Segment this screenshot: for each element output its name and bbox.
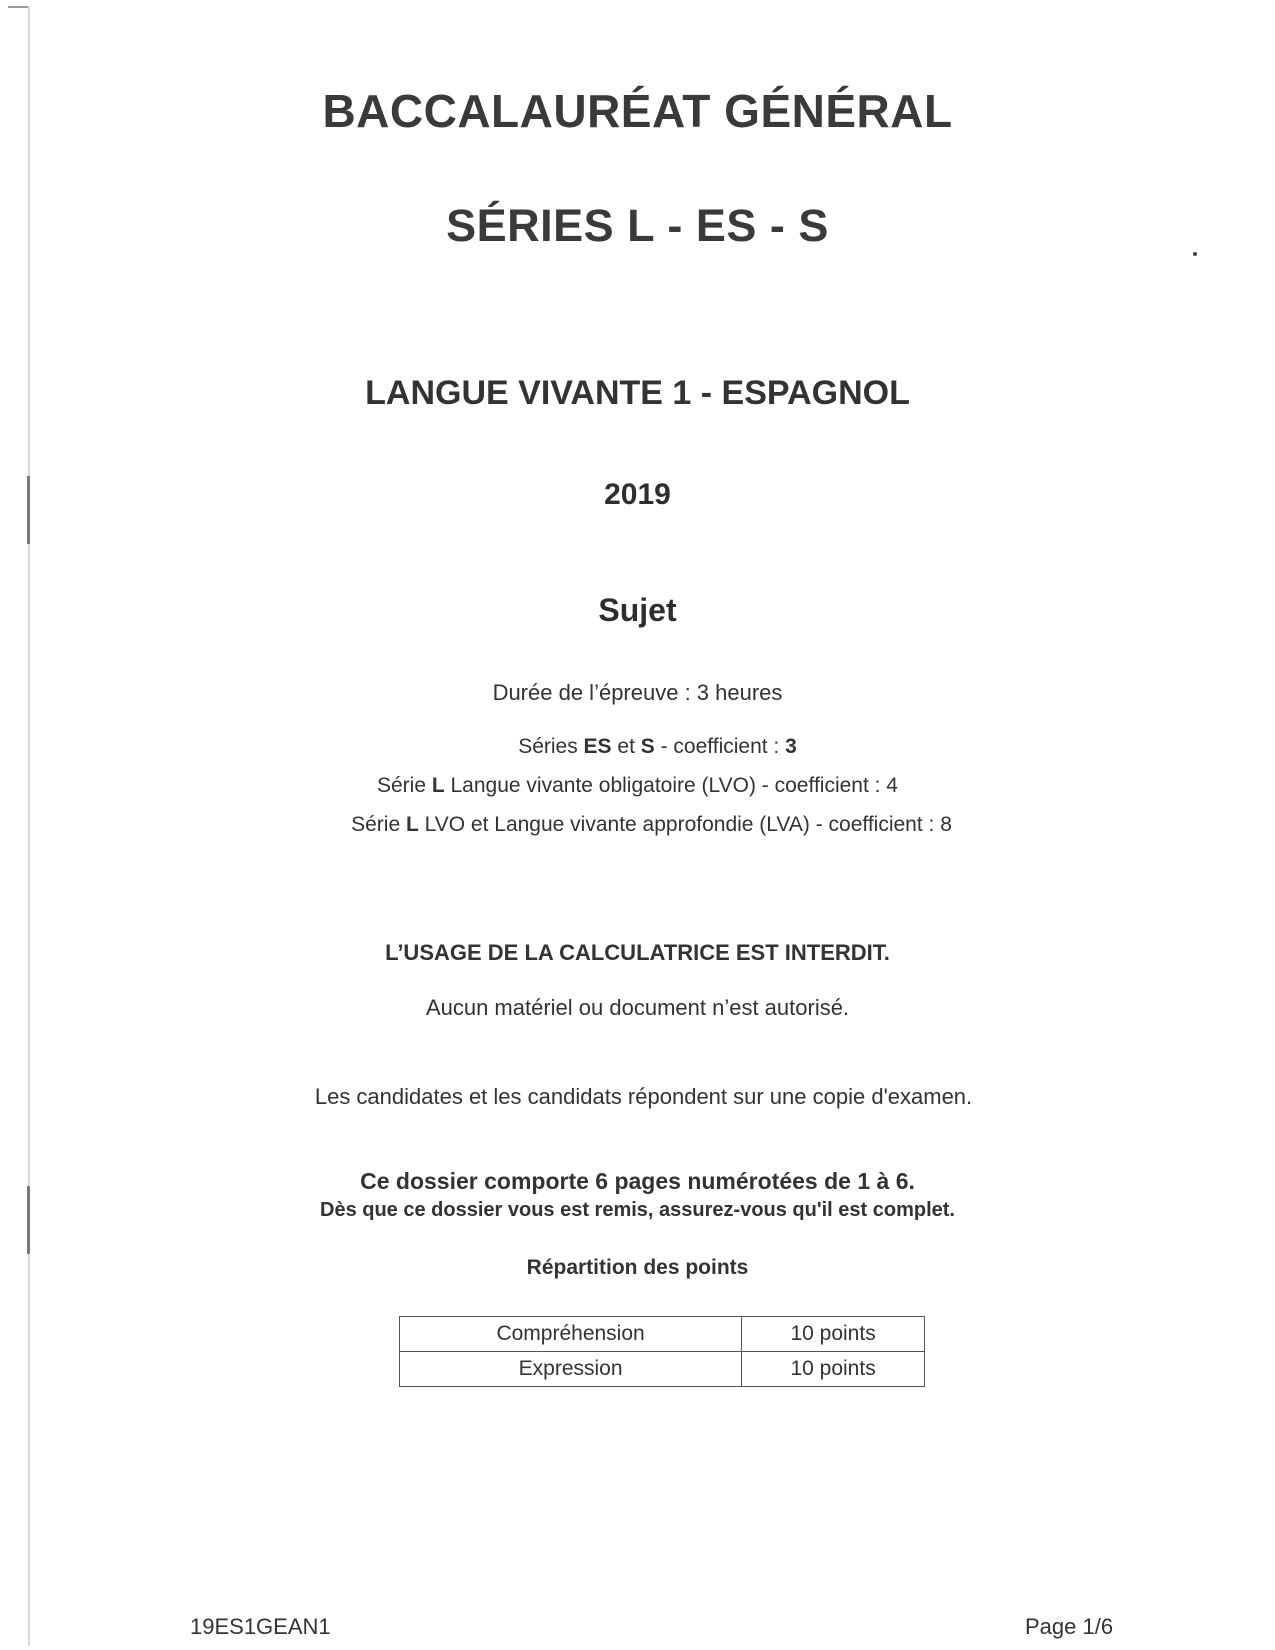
answer-rule: Les candidates et les candidats répondent sur une copie d'examen. (314, 1084, 973, 1109)
materials-rule: Aucun matériel ou document n’est autorisé. (425, 995, 850, 1020)
subject-language: LANGUE VIVANTE 1 - ESPAGNOL (365, 374, 910, 412)
coef-l2: L (405, 813, 419, 836)
scan-edge-top (8, 6, 30, 8)
scan-dot (1193, 252, 1197, 256)
subject-label: Sujet (598, 592, 677, 628)
coef-l-prefix: Série (376, 774, 432, 797)
points-label: Compréhension (400, 1317, 742, 1352)
dossier-check: Dès que ce dossier vous est remis, assurez-vous qu'il est complet. (320, 1199, 955, 1221)
coefficient-l-lva (14, 813, 1275, 837)
coef-value: 3 (785, 735, 797, 758)
coef-es: ES (583, 735, 612, 758)
table-row (400, 1317, 925, 1352)
page-title: BACCALAURÉAT GÉNÉRAL (322, 85, 953, 137)
points-title: Répartition des points (526, 1256, 749, 1279)
coef-l-suffix: Langue vivante obligatoire (LVO) - coefficient : 4 (444, 774, 898, 797)
coef-l: L (431, 774, 445, 797)
coefficient-es-s (20, 735, 1275, 759)
calculator-rule: L’USAGE DE LA CALCULATRICE EST INTERDIT. (385, 940, 890, 965)
points-label: Expression (400, 1352, 742, 1387)
footer-page-number: Page 1/6 (1025, 1614, 1114, 1639)
series-heading: SÉRIES L - ES - S (446, 200, 829, 251)
exam-year: 2019 (604, 478, 671, 511)
footer-code: 19ES1GEAN1 (190, 1614, 331, 1639)
table-row (400, 1352, 925, 1387)
coef-l2-suffix: LVO et Langue vivante approfondie (LVA) - coefficient : 8 (418, 813, 952, 836)
coef-prefix: Séries (518, 735, 584, 758)
points-value: 10 points (742, 1317, 925, 1352)
coef-suffix: - coefficient : (654, 735, 786, 758)
points-value: 10 points (742, 1352, 925, 1387)
coef-l2-prefix: Série (351, 813, 406, 836)
coef-mid: et (611, 735, 641, 758)
exam-duration: Durée de l’épreuve : 3 heures (492, 680, 783, 705)
dossier-pages: Ce dossier comporte 6 pages numérotées de 1 à 6. (360, 1168, 915, 1194)
points-table (399, 1316, 925, 1387)
coef-s: S (640, 735, 655, 758)
coefficient-l-lvo (0, 774, 1275, 798)
